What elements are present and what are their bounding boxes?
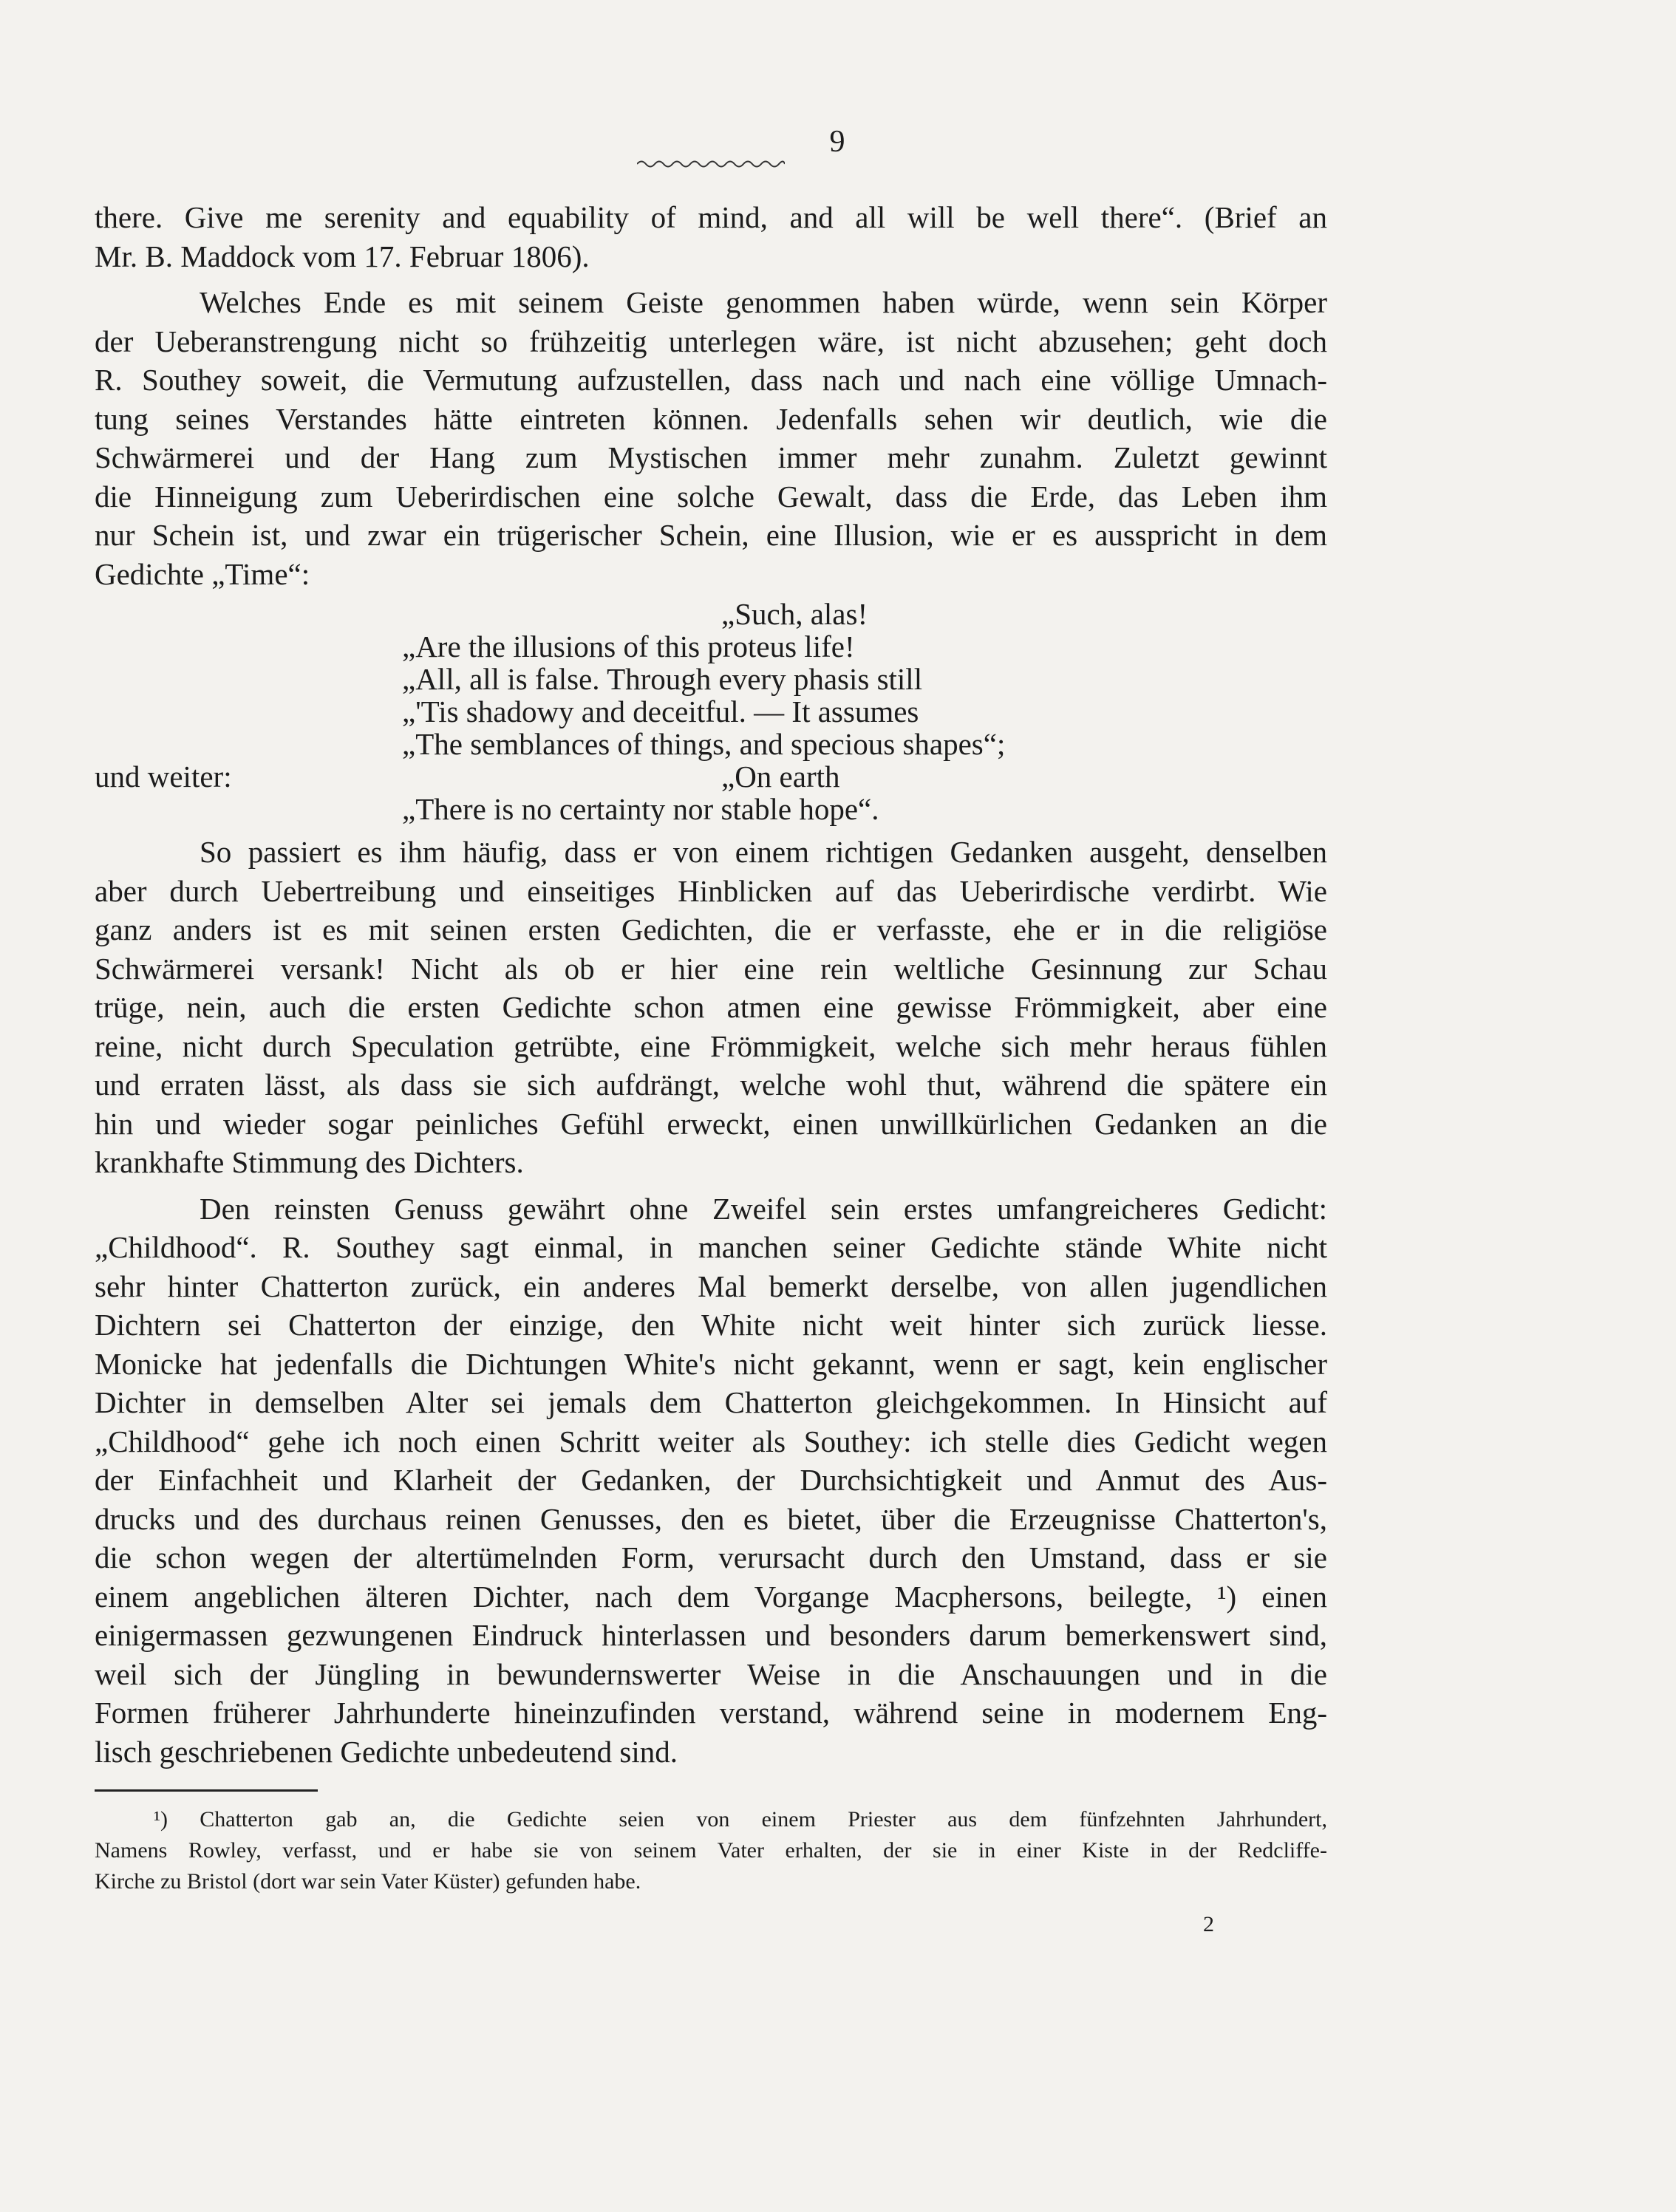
text-line: drucks und des durchaus reinen Genusses, den es bietet, über die Erzeugnisse Chatterton's,	[95, 1501, 1327, 1536]
text-line: reine, nicht durch Speculation getrübte, eine Frömmigkeit, welche sich mehr heraus fühlen	[95, 1028, 1327, 1063]
text-line: einigermassen gezwungenen Eindruck hinterlassen und besonders darum bemerkenswert sind,	[95, 1618, 1327, 1652]
text-line: there. Give me serenity and equability of mind, and all will be well there“. (Brief an	[95, 200, 1327, 234]
text-line: aber durch Uebertreibung und einseitiges Hinblicken auf das Ueberirdische verdirbt. Wie	[95, 873, 1327, 908]
text-line: ganz anders ist es mit seinen ersten Gedichten, die er verfasste, ehe er in die religiöse	[95, 912, 1327, 946]
text-line: Dichter in demselben Alter sei jemals dem Chatterton gleichgekommen. In Hinsicht auf	[95, 1385, 1327, 1419]
page-number: 9	[829, 125, 847, 159]
verse-line: „On earth	[721, 759, 840, 793]
verse-line: „Such, alas!	[721, 597, 868, 631]
text-line: nur Schein ist, und zwar ein trügerischer Schein, eine Illusion, wie er es ausspricht in dem	[95, 518, 1327, 552]
verse-line: „'Tis shadowy and deceitful. — It assumes	[402, 694, 919, 728]
body-text	[95, 198, 1327, 1771]
footnote-divider	[95, 1789, 318, 1792]
text-line: der Einfachheit und Klarheit der Gedanken, der Durchsichtigkeit und Anmut des Aus-	[95, 1463, 1327, 1497]
text-line: Dichtern sei Chatterton der einzige, den White nicht weit hinter sich zurück liesse.	[95, 1308, 1327, 1342]
footnote	[95, 1804, 1327, 1897]
text-line: „Childhood“. R. Southey sagt einmal, in manchen seiner Gedichte stände White nicht	[95, 1230, 1327, 1264]
text-line: R. Southey soweit, die Vermutung aufzustellen, dass nach und nach eine völlige Umnach-	[95, 363, 1327, 397]
text-line: Mr. B. Maddock vom 17. Februar 1806).	[95, 239, 590, 273]
text-line: die schon wegen der altertümelnden Form, verursacht durch den Umstand, dass er sie	[95, 1540, 1327, 1574]
text-line: trüge, nein, auch die ersten Gedichte schon atmen eine gewisse Frömmigkeit, aber eine	[95, 990, 1327, 1024]
text-line: Monicke hat jedenfalls die Dichtungen White's nicht gekannt, wenn er sagt, kein englischer	[95, 1346, 1327, 1381]
text-line: der Ueberanstrengung nicht so frühzeitig unterlegen wäre, ist nicht abzusehen; geht doch	[95, 324, 1327, 358]
und-weiter: und weiter:	[95, 759, 232, 793]
verse-quotation	[95, 595, 1327, 825]
paragraph-2	[95, 283, 1327, 593]
text-line: und erraten lässt, als dass sie sich aufdrängt, welche wohl thut, während die spätere ein	[95, 1068, 1327, 1102]
text-line: hin und wieder sogar peinliches Gefühl erweckt, einen unwillkürlichen Gedanken an die	[95, 1106, 1327, 1141]
text-line: krankhafte Stimmung des Dichters.	[95, 1145, 524, 1179]
text-line: lisch geschriebenen Gedichte unbedeutend sind.	[95, 1734, 678, 1769]
text-line: Formen früherer Jahrhunderte hineinzufinden verstand, während seine in modernem Eng-	[95, 1696, 1327, 1730]
paragraph-1	[95, 198, 1327, 276]
verse-line: „There is no certainty nor stable hope“.	[402, 792, 879, 826]
text-line: Welches Ende es mit seinem Geiste genommen haben würde, wenn sein Körper	[200, 285, 1327, 319]
footnote-line: ¹) Chatterton gab an, die Gedichte seien von einem Priester aus dem fünfzehnten Jahrhundert,	[154, 1807, 1327, 1832]
text-line: „Childhood“ gehe ich noch einen Schritt weiter als Southey: ich stelle dies Gedicht wegen	[95, 1424, 1327, 1458]
verse-line: „The semblances of things, and specious shapes“;	[402, 727, 1006, 761]
wavy-ornament	[637, 158, 785, 170]
verse-line: „Are the illusions of this proteus life!	[402, 629, 855, 663]
text-line: weil sich der Jüngling in bewundernswerter Weise in die Anschauungen und in die	[95, 1656, 1327, 1691]
paragraph-3	[95, 833, 1327, 1182]
text-line: Schwärmerei versank! Nicht als ob er hier eine rein weltliche Gesinnung zur Schau	[95, 951, 1327, 986]
signature-mark: 2	[1203, 1912, 1214, 1936]
text-line: Schwärmerei und der Hang zum Mystischen immer mehr zunahm. Zuletzt gewinnt	[95, 440, 1327, 474]
text-line: Gedichte „Time“:	[95, 556, 310, 591]
text-line: So passiert es ihm häufig, dass er von einem richtigen Gedanken ausgeht, denselben	[200, 835, 1327, 869]
text-line: sehr hinter Chatterton zurück, ein anderes Mal bemerkt derselbe, von allen jugendlichen	[95, 1269, 1327, 1303]
text-line: einem angeblichen älteren Dichter, nach dem Vorgange Macphersons, beilegte, ¹) einen	[95, 1579, 1327, 1614]
text-line: die Hinneigung zum Ueberirdischen eine solche Gewalt, dass die Erde, das Leben ihm	[95, 479, 1327, 513]
paragraph-4	[95, 1189, 1327, 1772]
text-line: Den reinsten Genuss gewährt ohne Zweifel sein erstes umfangreicheres Gedicht:	[200, 1191, 1327, 1226]
footnote-line: Namens Rowley, verfasst, und er habe sie von seinem Vater erhalten, der sie in einer Kiste in der Redcliffe-	[95, 1838, 1327, 1863]
footnote-line: Kirche zu Bristol (dort war sein Vater Küster) gefunden habe.	[95, 1869, 641, 1894]
text-line: tung seines Verstandes hätte eintreten können. Jedenfalls sehen wir deutlich, wie die	[95, 401, 1327, 436]
verse-line: „All, all is false. Through every phasis still	[402, 662, 923, 696]
